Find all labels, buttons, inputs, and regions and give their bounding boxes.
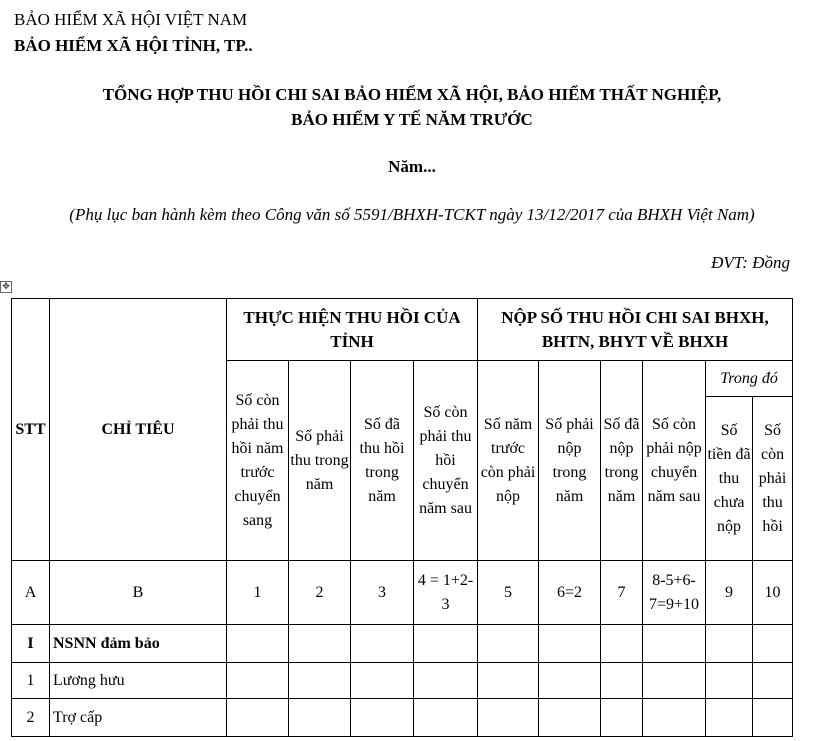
data-cell[interactable]: [753, 699, 793, 737]
code-cell: 1: [227, 561, 289, 625]
data-cell[interactable]: [289, 625, 351, 663]
header-col-2: Số phải thu trong năm: [289, 361, 351, 561]
table-move-handle-icon[interactable]: ✥: [0, 281, 12, 293]
data-cell[interactable]: [601, 663, 643, 699]
data-cell[interactable]: [351, 699, 414, 737]
table-row: [12, 625, 793, 663]
data-cell[interactable]: [539, 663, 601, 699]
row-label: Lương hưu: [50, 663, 227, 699]
data-cell[interactable]: [414, 699, 478, 737]
data-cell[interactable]: [478, 625, 539, 663]
code-cell: 10: [753, 561, 793, 625]
appendix-note: (Phụ lục ban hành kèm theo Công văn số 5591/BHXH-TCKT ngày 13/12/2017 của BHXH Việt Nam): [69, 205, 755, 224]
report-year: Năm...: [388, 157, 436, 176]
header-col-10: Số còn phải thu hồi: [753, 397, 793, 561]
code-cell: 6=2: [539, 561, 601, 625]
data-cell[interactable]: [539, 699, 601, 737]
row-stt: 2: [12, 699, 50, 737]
report-title-line1: TỔNG HỢP THU HỒI CHI SAI BẢO HIỂM XÃ HỘI, BẢO HIỂM THẤT NGHIỆP,: [102, 85, 722, 104]
header-group-remit-recovery: NỘP SỐ THU HỒI CHI SAI BHXH, BHTN, BHYT VỀ BHXH: [478, 299, 793, 361]
recovery-table: [11, 298, 793, 737]
data-cell[interactable]: [227, 663, 289, 699]
header-col-4: Số còn phải thu hồi chuyển năm sau: [414, 361, 478, 561]
data-cell[interactable]: [289, 663, 351, 699]
header-col-6: Số phải nộp trong năm: [539, 361, 601, 561]
row-stt: 1: [12, 663, 50, 699]
header-stt: STT: [12, 299, 50, 561]
header-group-province-recovery: THỰC HIỆN THU HỒI CỦA TỈNH: [227, 299, 478, 361]
row-label: NSNN đảm bảo: [50, 625, 227, 663]
data-cell[interactable]: [351, 663, 414, 699]
code-cell: 9: [706, 561, 753, 625]
table-row: [12, 699, 793, 737]
code-cell: A: [12, 561, 50, 625]
code-cell: 2: [289, 561, 351, 625]
org-name-province: BẢO HIỂM XÃ HỘI TỈNH, TP..: [14, 36, 253, 55]
data-cell[interactable]: [539, 625, 601, 663]
header-col-5: Số năm trước còn phải nộp: [478, 361, 539, 561]
data-cell[interactable]: [753, 625, 793, 663]
data-cell[interactable]: [414, 663, 478, 699]
code-row: [12, 561, 793, 625]
data-cell[interactable]: [643, 663, 706, 699]
code-cell: 5: [478, 561, 539, 625]
table-row: [12, 663, 793, 699]
header-col-9: Số tiền đã thu chưa nộp: [706, 397, 753, 561]
report-title-line2: BẢO HIỂM Y TẾ NĂM TRƯỚC: [291, 110, 533, 129]
data-cell[interactable]: [227, 625, 289, 663]
header-col-1: Số còn phải thu hồi năm trước chuyển sang: [227, 361, 289, 561]
header-col-7: Số đã nộp trong năm: [601, 361, 643, 561]
data-cell[interactable]: [706, 663, 753, 699]
org-name-national: BẢO HIỂM XÃ HỘI VIỆT NAM: [14, 10, 248, 29]
data-cell[interactable]: [227, 699, 289, 737]
data-cell[interactable]: [753, 663, 793, 699]
data-cell[interactable]: [414, 625, 478, 663]
data-cell[interactable]: [478, 699, 539, 737]
code-cell: B: [50, 561, 227, 625]
data-cell[interactable]: [643, 625, 706, 663]
data-cell[interactable]: [289, 699, 351, 737]
code-cell: 8-5+6-7=9+10: [643, 561, 706, 625]
data-cell[interactable]: [706, 699, 753, 737]
data-cell[interactable]: [351, 625, 414, 663]
header-chi-tieu: CHỈ TIÊU: [50, 299, 227, 561]
header-col-8: Số còn phải nộp chuyển năm sau: [643, 361, 706, 561]
code-cell: 7: [601, 561, 643, 625]
code-cell: 3: [351, 561, 414, 625]
code-cell: 4 = 1+2-3: [414, 561, 478, 625]
data-cell[interactable]: [601, 699, 643, 737]
header-sub-group-trong-do: Trong đó: [706, 361, 793, 397]
data-cell[interactable]: [643, 699, 706, 737]
data-cell[interactable]: [478, 663, 539, 699]
row-label: Trợ cấp: [50, 699, 227, 737]
currency-unit: ĐVT: Đồng: [711, 253, 790, 272]
data-cell[interactable]: [601, 625, 643, 663]
data-cell[interactable]: [706, 625, 753, 663]
header-col-3: Số đã thu hồi trong năm: [351, 361, 414, 561]
row-stt: I: [12, 625, 50, 663]
